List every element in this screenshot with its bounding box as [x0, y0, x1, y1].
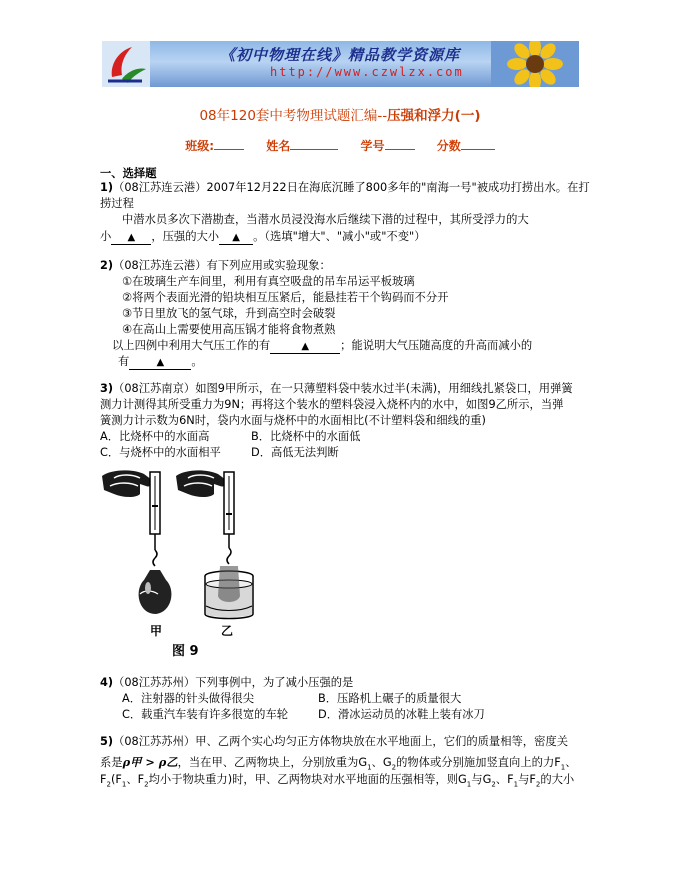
q5-text3e: 与G [471, 773, 492, 786]
q1-answer-blank-1 [111, 230, 151, 245]
banner-url: http://www.czwlzx.com [270, 65, 464, 79]
document-title [0, 104, 680, 124]
q4-option-b: B．压路机上碾子的质量很大 [318, 692, 462, 705]
q5-text3a: F [100, 773, 107, 786]
figure-caption: 图 9 [172, 644, 199, 659]
q2-answer-blank-1 [270, 339, 340, 354]
q5-text2d: 的物体或分别施加竖直向上的力F [396, 756, 561, 769]
q2-tail-d: 。 [191, 355, 203, 368]
figure-label-yi: 乙 [221, 624, 234, 638]
q5-line1 [100, 734, 568, 750]
class-label: 班级: [185, 139, 215, 153]
student-info-line [0, 137, 680, 154]
q1-line1 [100, 180, 590, 196]
q5-text3g: 与F [518, 773, 536, 786]
sub-1: 1 [513, 780, 519, 789]
score-blank [461, 138, 495, 150]
sub-2: 2 [144, 780, 149, 789]
q2-tail-a: 以上四例中利用大气压工作的有 [112, 339, 271, 352]
q3-option-a: A．比烧杯中的水面高 [100, 430, 210, 443]
q3-line2: 测力计测得其所受重力为9N；再将这个装水的塑料袋浸入烧杯内的水中，如图9乙所示，当弹 [100, 398, 564, 411]
triangle-mark: ▲ [301, 341, 310, 352]
q1-line2: 捞过程 [100, 197, 134, 210]
q2-tail-c: 有 [118, 355, 130, 368]
q1-text4b: ，压强的大小 [151, 230, 220, 243]
q1-line4 [100, 229, 426, 245]
title-prefix: 08年120套中考物理试题汇编-- [199, 108, 388, 124]
q4-stem [100, 675, 353, 691]
q3-option-d: D．高低无法判断 [251, 446, 339, 459]
triangle-mark: ▲ [232, 232, 240, 243]
q5-text1: （08江苏苏州）甲、乙两个实心均匀正方体物块放在水平地面上，它们的质量相等，密度关 [113, 735, 568, 748]
q5-text3d: 均小于物块重力)时，甲、乙两物块对水平地面的压强相等，则G [148, 773, 467, 786]
sub-1: 1 [367, 763, 372, 772]
q5-text3c: 、F [126, 773, 145, 786]
q1-number: 1) [100, 181, 114, 194]
q1-text1: （08江苏连云港）2007年12月22日在海底沉睡了800多年的"南海一号"被成功打捞出水。在打 [113, 181, 590, 194]
q3-number: 3) [100, 382, 114, 395]
q2-tail-b: ；能说明大气压随高度的升高而减小的 [340, 339, 533, 352]
q2-answer-blank-2 [129, 355, 191, 370]
q3-option-b: B．比烧杯中的水面低 [251, 430, 361, 443]
q1-text4c: 。（选填"增大"、"减小"或"不变"） [253, 230, 426, 243]
title-topic: 压强和浮力(一) [387, 108, 481, 124]
q4-option-d: D．滑冰运动员的冰鞋上装有冰刀 [318, 708, 485, 721]
section-heading: 一、选择题 [100, 167, 157, 180]
q4-number: 4) [100, 676, 114, 689]
q5-text3f: 、F [495, 773, 514, 786]
sub-2: 2 [491, 780, 496, 789]
triangle-mark: ▲ [127, 232, 136, 243]
q4-text: （08江苏苏州）下列事例中，为了减小压强的是 [113, 676, 354, 689]
sub-2: 2 [535, 780, 541, 789]
sub-1: 1 [560, 763, 566, 772]
q2-item-3: ③节日里放飞的氢气球，升到高空时会破裂 [122, 307, 336, 320]
q5-line3 [100, 772, 574, 792]
q2-intro: （08江苏连云港）有下列应用或实验现象： [113, 259, 331, 272]
score-label: 分数 [436, 139, 461, 153]
sub-2: 2 [391, 763, 397, 772]
figure-label-jia: 甲 [150, 624, 163, 638]
q2-line1 [100, 258, 331, 274]
number-blank [385, 138, 415, 150]
q2-tail-line2 [118, 354, 203, 370]
sub-1: 1 [466, 780, 472, 789]
name-label: 姓名 [266, 139, 291, 153]
q2-item-2: ②将两个表面光滑的铅块相互压紧后，能悬挂若干个钩码而不分开 [122, 291, 449, 304]
q2-tail-line1 [112, 338, 532, 354]
sub-2: 2 [106, 780, 111, 789]
q1-answer-blank-2 [219, 230, 253, 245]
q5-number: 5) [100, 735, 114, 748]
spring-scale-figure-icon [100, 466, 260, 666]
density-formula: ρ甲 > ρ乙 [122, 755, 178, 769]
figure-9 [100, 466, 260, 666]
q5-text2c: 、G [371, 756, 392, 769]
q2-item-4: ④在高山上需要使用高压锅才能将食物煮熟 [122, 323, 336, 336]
q1-text4a: 小 [100, 230, 112, 243]
q5-text2b: ，当在甲、乙两物块上，分别放重为G [177, 756, 368, 769]
q5-text3h: 的大小 [540, 773, 575, 786]
number-label: 学号 [360, 139, 385, 153]
q5-text2e: 、 [565, 756, 577, 769]
q3-text1: （08江苏南京）如图9甲所示，在一只薄塑料袋中装水过半(未满)，用细线扎紧袋口，用弹簧 [113, 382, 573, 395]
q4-option-c: C．载重汽车装有许多很宽的车轮 [122, 708, 289, 721]
triangle-mark: ▲ [156, 357, 165, 368]
q1-line3: 中潜水员多次下潜勘查，当潜水员浸没海水后继续下潜的过程中，其所受浮力的大 [122, 213, 529, 226]
sub-1: 1 [121, 780, 127, 789]
sunflower-icon [491, 41, 579, 87]
q4-option-a: A．注射器的针头做得很尖 [122, 692, 254, 705]
q2-item-1: ①在玻璃生产车间里，利用有真空吸盘的吊车吊运平板玻璃 [122, 275, 415, 288]
name-blank [290, 138, 338, 150]
q5-text2a: 系是 [100, 756, 123, 769]
q3-line3: 簧测力计示数为6N时，袋内水面与烧杯中的水面相比(不计塑料袋和细线的重) [100, 414, 486, 427]
banner-title: 《初中物理在线》精品教学资源库 [220, 46, 461, 64]
class-blank [214, 138, 244, 150]
logo-icon [102, 41, 150, 87]
q5-text3b: (F [110, 773, 122, 786]
header-banner [102, 41, 579, 87]
q3-line1 [100, 381, 573, 397]
q2-number: 2) [100, 259, 114, 272]
q3-option-c: C．与烧杯中的水面相平 [100, 446, 221, 459]
